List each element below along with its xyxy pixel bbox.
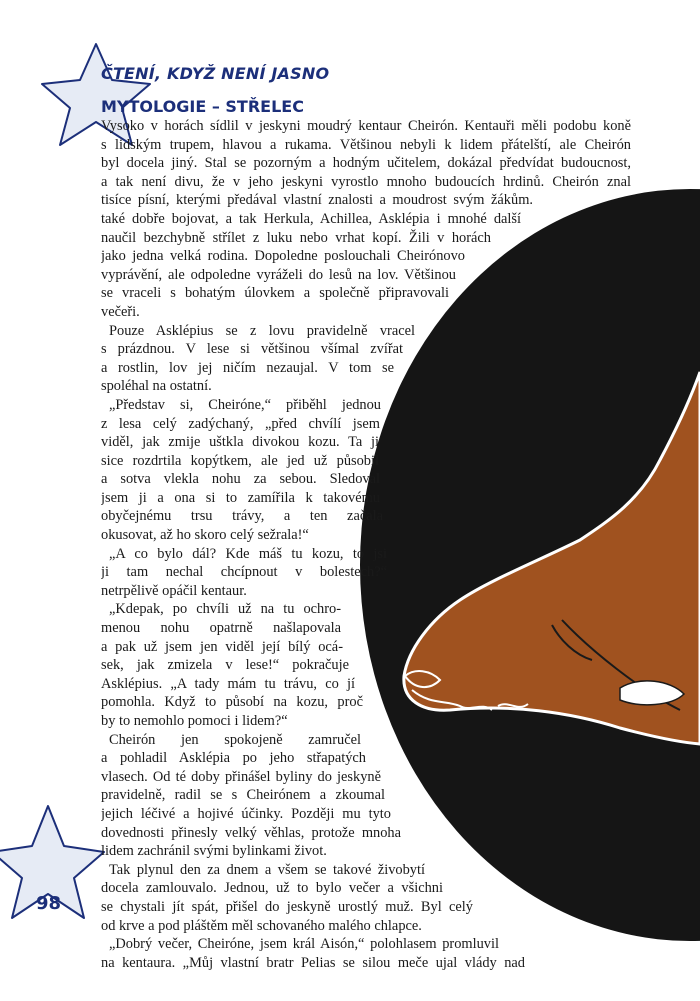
text-line: a pak už jsem jen viděl její bílý ocá- <box>101 638 343 655</box>
text-line: okusovat, až ho skoro celý sežrala!“ <box>101 527 309 544</box>
page-number: 98 <box>36 893 62 914</box>
section-title: ČTENÍ, KDYŽ NENÍ JASNO <box>101 64 330 83</box>
text-line: sek, jak zmizela v lese!“ pokračuje <box>101 657 349 674</box>
text-line: netrpělivě opáčil kentaur. <box>101 582 247 599</box>
story-text <box>101 117 631 972</box>
text-line: menou nohu opatrně našlapovala <box>101 620 341 637</box>
text-line: a rostlin, lov jej ničím nezaujal. V tom se <box>101 359 394 376</box>
text-line: docela zamlouvalo. Jednou, už to bylo večer a všichni <box>101 880 443 897</box>
text-line: s prázdnou. V lese si většinou všímal zvířat <box>101 341 403 358</box>
text-line: lidem zachránil svými bylinkami život. <box>101 843 327 860</box>
text-line: od krve a pod pláštěm měl schovaného malého chlapce. <box>101 917 422 934</box>
text-line: ji tam nechal chcípnout v bolestech?“ <box>101 564 387 581</box>
text-line: na kentaura. „Můj vlastní bratr Pelias se silou meče ujal vlády nad <box>101 954 525 971</box>
text-line: Pouze Asklépius se z lovu pravidelně vracel <box>109 322 415 339</box>
text-line: se vraceli s bohatým úlovkem a společně připravovali <box>101 285 449 302</box>
text-line: Tak plynul den za dnem a všem se takové živobytí <box>109 861 425 878</box>
text-line: „A co bylo dál? Kde máš tu kozu, to jsi <box>109 545 387 562</box>
text-line: vlasech. Od té doby přinášel byliny do jeskyně <box>101 768 381 785</box>
text-line: Asklépius. „A tady mám tu trávu, co jí <box>101 675 355 692</box>
text-line: a sotva vlekla nohu za sebou. Sledoval <box>101 471 380 488</box>
text-line: pomohla. Když to působí na kozu, proč <box>101 694 363 711</box>
text-line: naučil bezchybně střílet z luku nebo vrhat kopí. Žili v horách <box>101 229 491 246</box>
text-line: tisíce písní, kterými předával vlastní znalosti a moudrost svým žákům. <box>101 192 533 209</box>
text-line: jejich léčivé a hojivé účinky. Později mu tyto <box>101 805 391 822</box>
text-line: a pohladil Asklépia po jeho střapatých <box>101 750 366 767</box>
text-line: obyčejnému trsu trávy, a ten začala <box>101 508 383 525</box>
text-line: se chystali jít spát, přišel do jeskyně urostlý muž. Byl celý <box>101 898 473 915</box>
text-line: sice rozdrtila kopýtkem, ale jed už působil <box>101 452 379 469</box>
text-line: pravidelně, radil se s Cheirónem a zkoumal <box>101 787 385 804</box>
text-line: „Dobrý večer, Cheiróne, jsem král Aisón,“ polohlasem promluvil <box>109 936 499 953</box>
text-line: Cheirón jen spokojeně zamručel <box>109 731 361 748</box>
text-line: byl docela jiný. Stal se pozorným a hodným učitelem, dokázal předvídat budoucnost, <box>101 155 631 172</box>
text-line: „Kdepak, po chvíli už na tu ochro- <box>109 601 341 618</box>
text-line: z lesa celý zadýchaný, „před chvílí jsem <box>101 415 380 432</box>
text-line: jsem ji a ona si to zamířila k takovému <box>101 489 380 506</box>
text-line: dovednosti přinesly velký věhlas, protože mnoha <box>101 824 401 841</box>
text-line: spoléhal na ostatní. <box>101 378 212 395</box>
text-line: jako jedna velká rodina. Dopoledne poslouchali Cheirónovo <box>101 248 465 265</box>
text-line: a tak není divu, že v jeho jeskyni vyrostlo mnoho budoucích hrdinů. Cheirón znal <box>101 173 631 190</box>
text-line: by to nemohlo pomoci i lidem?“ <box>101 713 288 729</box>
text-line: Vysoko v horách sídlil v jeskyni moudrý kentaur Cheirón. Kentauři měli podobu koně <box>101 118 631 134</box>
text-line: také dobře bojovat, a tak Herkula, Achillea, Asklépia i mnohé další <box>101 210 521 227</box>
text-line: „Představ si, Cheiróne,“ přiběhl jednou <box>109 396 381 413</box>
text-line: viděl, jak zmije uštkla divokou kozu. Ta ji <box>101 434 379 451</box>
text-line: večeři. <box>101 303 140 320</box>
text-line: s lidským trupem, hlavou a rukama. Většinou nebyli k lidem přátelští, ale Cheirón <box>101 136 631 153</box>
subsection-title: MYTOLOGIE – STŘELEC <box>101 97 304 116</box>
text-line: vyprávění, ale odpoledne vyráželi do lesů na lov. Většinou <box>101 266 456 283</box>
